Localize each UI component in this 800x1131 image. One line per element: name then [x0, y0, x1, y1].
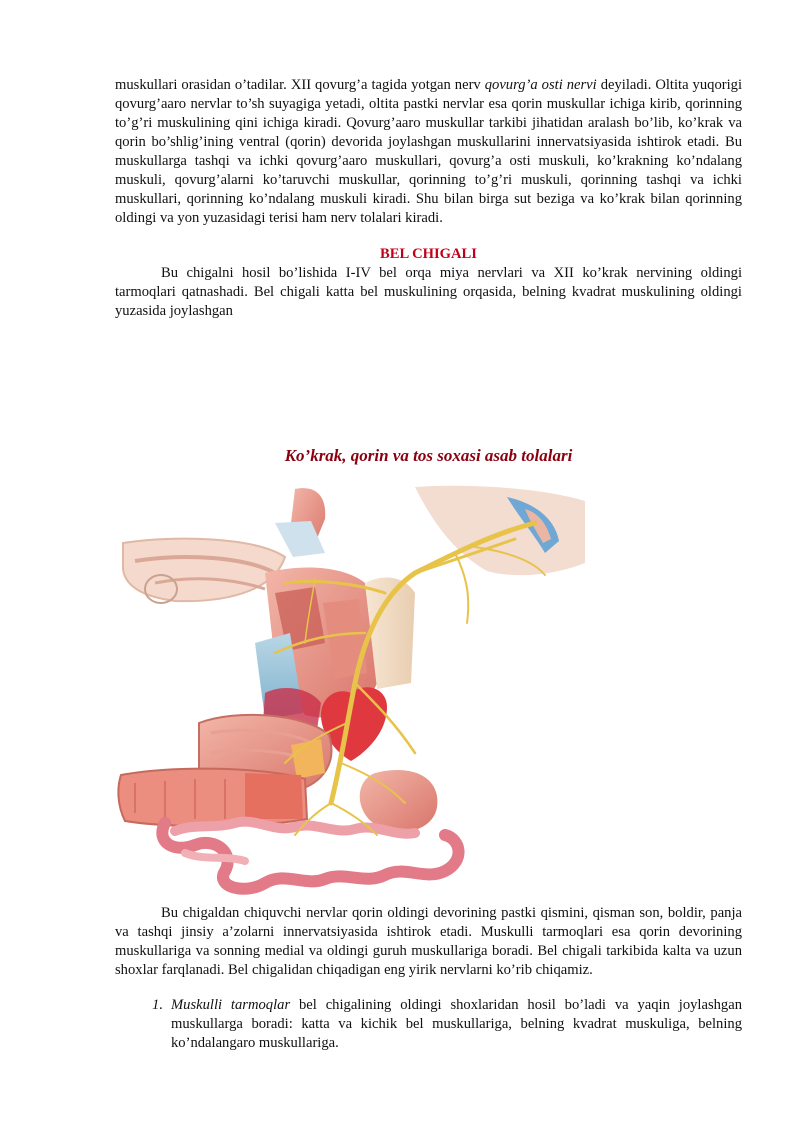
- small-intestine: [162, 822, 458, 889]
- anatomy-illustration: [115, 483, 590, 901]
- paragraph-lumbar-plexus: Bu chigalni hosil bo’lishida I-IV bel orqa miya nervlari va XII ko’krak nervining oldingi tarmoqlari qatnashadi. Bel chigali katta bel muskulining orqasida, belning kvadrat muskulining oldingi yuzasida joylashgan: [115, 265, 742, 319]
- italic-term: qovurg’a osti nervi: [484, 77, 597, 93]
- list-item: [115, 996, 742, 1053]
- figure-caption: Ko’krak, qorin va tos soxasi asab tolalari: [284, 446, 573, 465]
- list-text: [171, 996, 742, 1053]
- paragraph-intercostal: [115, 76, 742, 228]
- paragraph-nerves: Bu chigaldan chiquvchi nervlar qorin oldingi devorining pastki qismini, qisman son, boldir, panja va tashqi jinsiy a’zolarni innervatsiyasida ishtirok etadi. Muskulli tarmoqlari esa qorin devorining muskullariga va sonning medial va oldingi guruh muskullariga boradi. Bel chigali tarkibida kalta va uzun shoxlar farqlanadi. Bel chigalidan chiqadigan eng yirik nervlarni ko’rib chiqamiz.: [115, 905, 742, 978]
- list-number: 1.: [152, 997, 163, 1013]
- italic-term: Muskulli tarmoqlar: [171, 997, 291, 1013]
- paragraph-text: deyiladi. Oltita yuqorigi qovurg’aaro nervlar to’sh suyagiga yetadi, oltita pastki nervlar esa qorin muskullar ichiga kirib, qorinning to’g’ri muskulining qini ichiga kiradi. Qovurg’aaro muskullar tarkibi jihatidan aralash bo’lib, ko’krak va qorin bo’shlig’ining ventral (qorin) devorida joylashgan muskullarini innervatsiyasida ishtirok etadi. Bu muskullarga tashqi va ichki qovurg’aaro muskullari, qovurg’a osti muskuli, ko’krakning ko’ndalang muskuli, qovurg’alarni ko’taruvchi muskullar, qorinning to’g’ri muskuli, qorinning tashqi va ichki muskullari, qorinning ko’ndalang muskuli kiradi. Shu bilan birga sut beziga va ko’krak bilan qorinning oldingi va yon yuzasidagi terisi ham nerv tolalari kiradi.: [115, 77, 743, 226]
- numbered-list: [115, 996, 742, 1053]
- list-body: bel chigalining oldingi shoxlaridan hosil bo’ladi va yaqin joylashgan muskullarga boradi: katta va kichik bel muskullariga, belning kvadrat muskuliga, belning ko’ndalangaro muskullariga.: [171, 997, 743, 1051]
- section-heading: BEL CHIGALI: [380, 246, 477, 262]
- paragraph-text: muskullari orasidan o’tadilar. XII qovurg’a tagida yotgan nerv: [115, 77, 485, 93]
